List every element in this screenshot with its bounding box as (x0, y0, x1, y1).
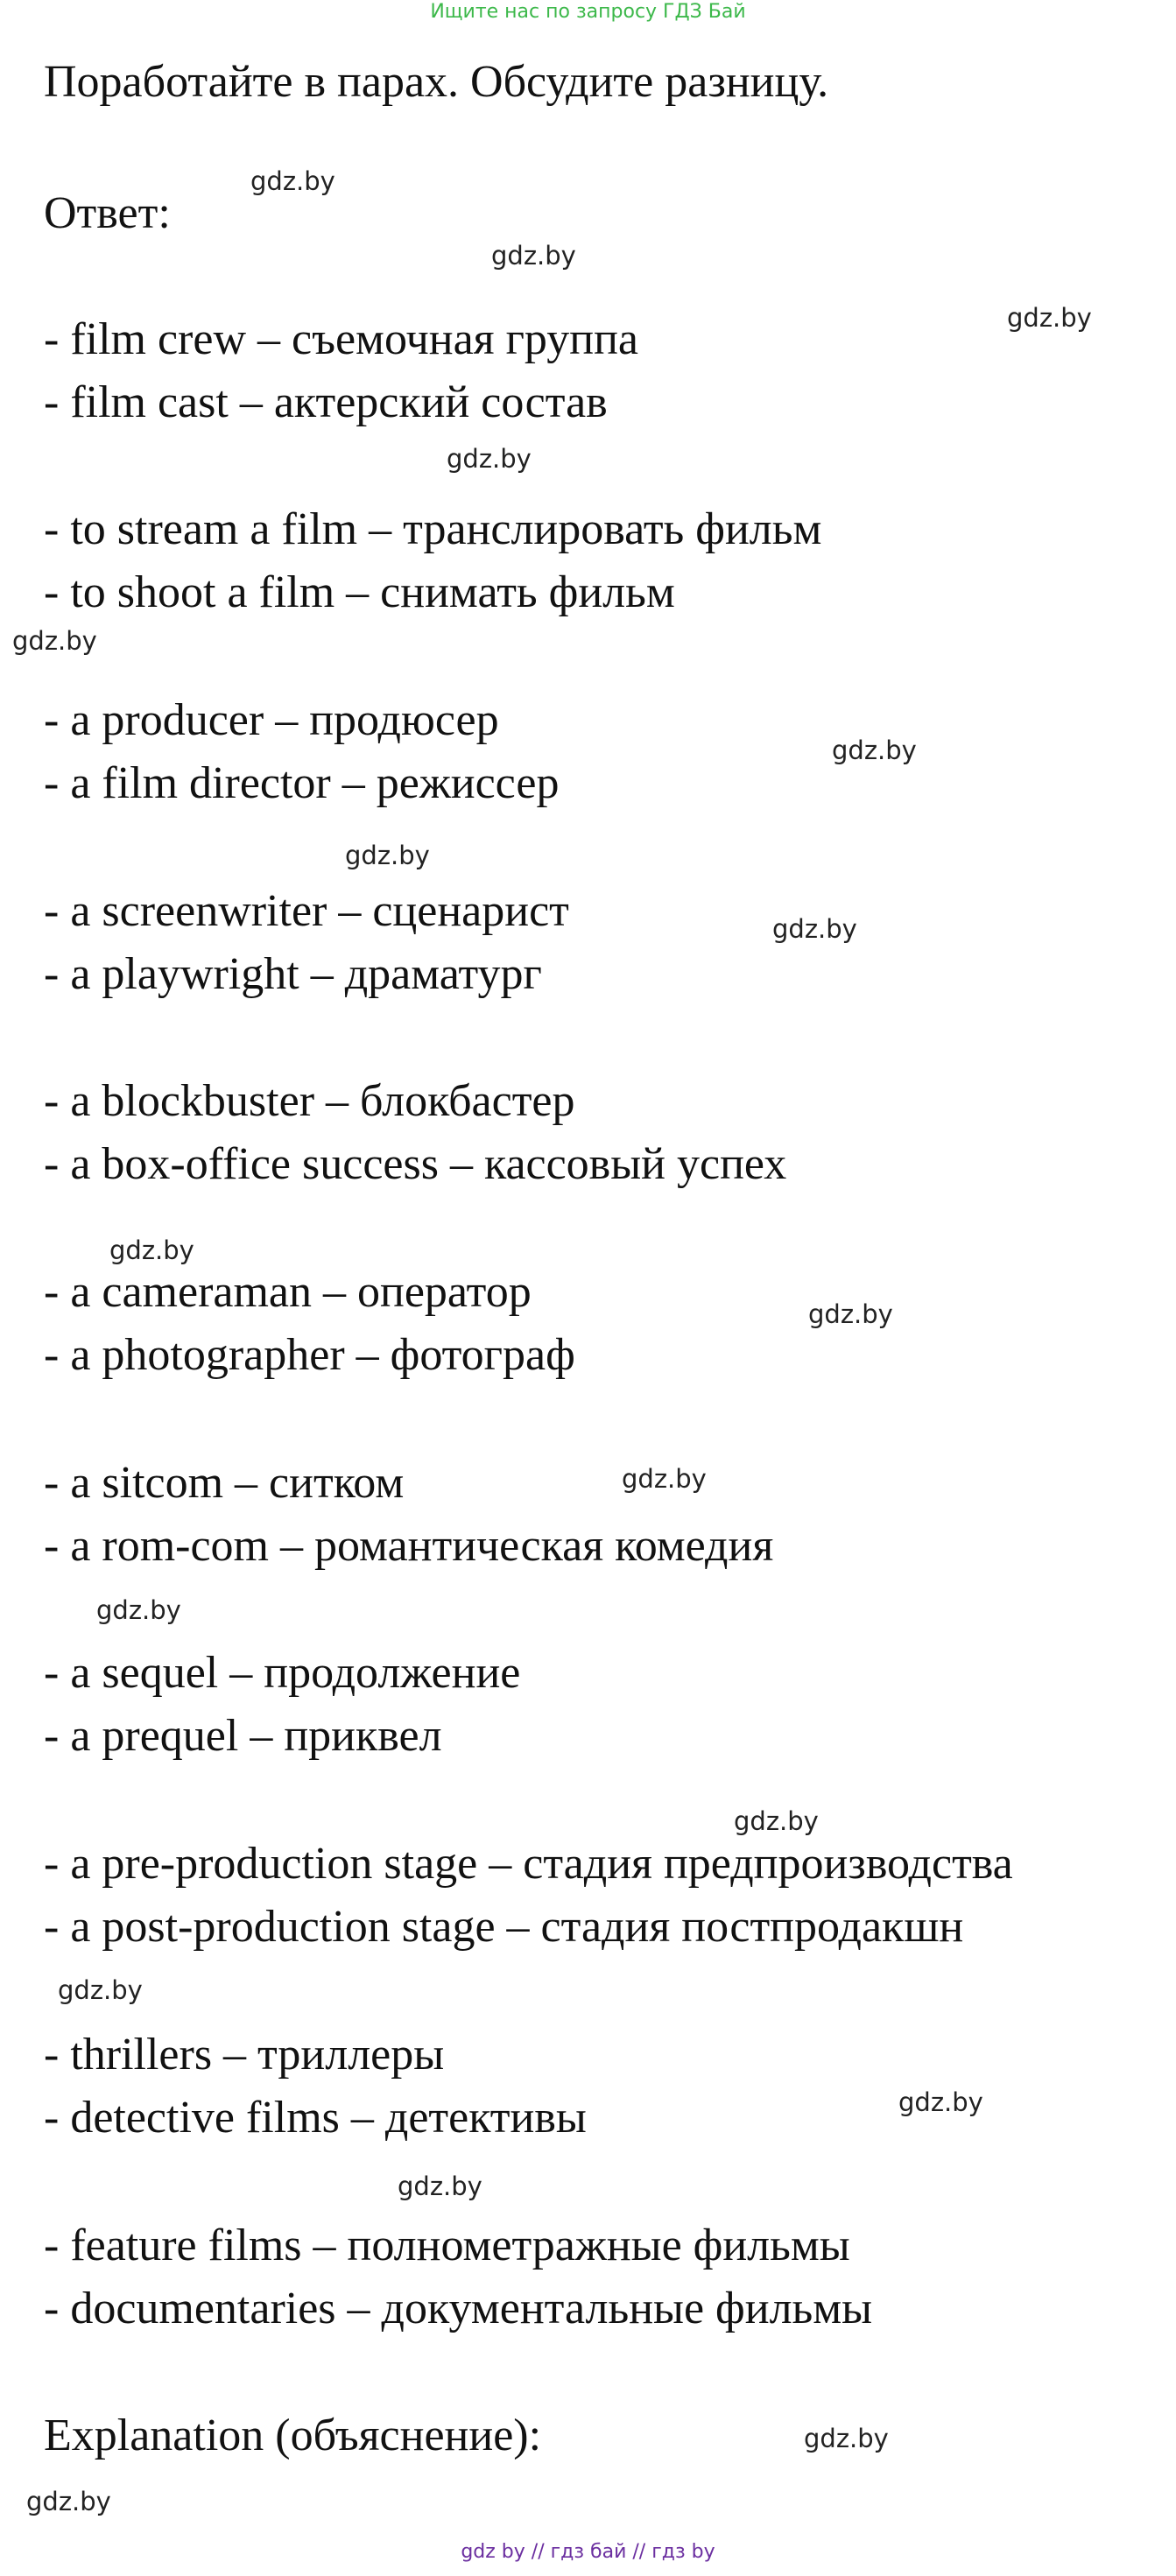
list-item: - a blockbuster – блокбастер (44, 1076, 575, 1126)
explanation-label: Explanation (объяснение): (44, 2411, 542, 2460)
list-item: - a screenwriter – сценарист (44, 886, 569, 936)
watermark: gdz.by (26, 2487, 111, 2516)
watermark: gdz.by (345, 841, 430, 870)
list-item: - a post-production stage – стадия постпродакшн (44, 1902, 964, 1952)
watermark: gdz.by (398, 2171, 482, 2201)
watermark: gdz.by (58, 1975, 143, 2005)
list-item: - thrillers – триллеры (44, 2030, 445, 2080)
watermark: gdz.by (12, 626, 97, 656)
list-item: - a prequel – приквел (44, 1711, 442, 1761)
list-item: - a photographer – фотограф (44, 1330, 575, 1380)
list-item: - a playwright – драматург (44, 949, 542, 999)
list-item: - a sitcom – ситком (44, 1458, 405, 1508)
top-banner[interactable]: Ищите нас по запросу ГДЗ Бай (430, 1, 746, 23)
answer-label: Ответ: (44, 188, 171, 238)
list-item: - a box-office success – кассовый успех (44, 1139, 787, 1189)
list-item: - a pre-production stage – стадия предпроизводства (44, 1839, 1013, 1889)
list-item: - a film director – режиссер (44, 758, 560, 808)
watermark: gdz.by (808, 1299, 893, 1329)
watermark: gdz.by (96, 1595, 181, 1625)
list-item: - to stream a film – транслировать фильм (44, 504, 822, 554)
list-item: - a sequel – продолжение (44, 1648, 521, 1698)
list-item: - feature films – полнометражные фильмы (44, 2221, 850, 2270)
watermark: gdz.by (832, 735, 917, 765)
watermark: gdz.by (898, 2087, 983, 2117)
watermark: gdz.by (447, 444, 532, 474)
watermark: gdz.by (250, 166, 335, 196)
watermark: gdz.by (622, 1464, 707, 1494)
watermark: gdz.by (109, 1235, 194, 1265)
watermark: gdz.by (1007, 303, 1092, 333)
watermark: gdz.by (734, 1806, 819, 1836)
list-item: - documentaries – документальные фильмы (44, 2284, 873, 2333)
watermark: gdz.by (772, 914, 857, 944)
task-heading: Поработайте в парах. Обсудите разницу. (44, 57, 829, 107)
list-item: - a producer – продюсер (44, 695, 499, 745)
list-item: - to shoot a film – снимать фильм (44, 567, 675, 617)
watermark: gdz.by (491, 241, 576, 271)
footer-links[interactable]: gdz by // гдз бай // гдз by (461, 2541, 715, 2563)
watermark: gdz.by (804, 2424, 889, 2453)
list-item: - a cameraman – оператор (44, 1267, 532, 1317)
list-item: - film crew – съемочная группа (44, 314, 638, 364)
list-item: - detective films – детективы (44, 2093, 587, 2143)
list-item: - a rom-com – романтическая комедия (44, 1521, 774, 1571)
list-item: - film cast – актерский состав (44, 377, 608, 427)
